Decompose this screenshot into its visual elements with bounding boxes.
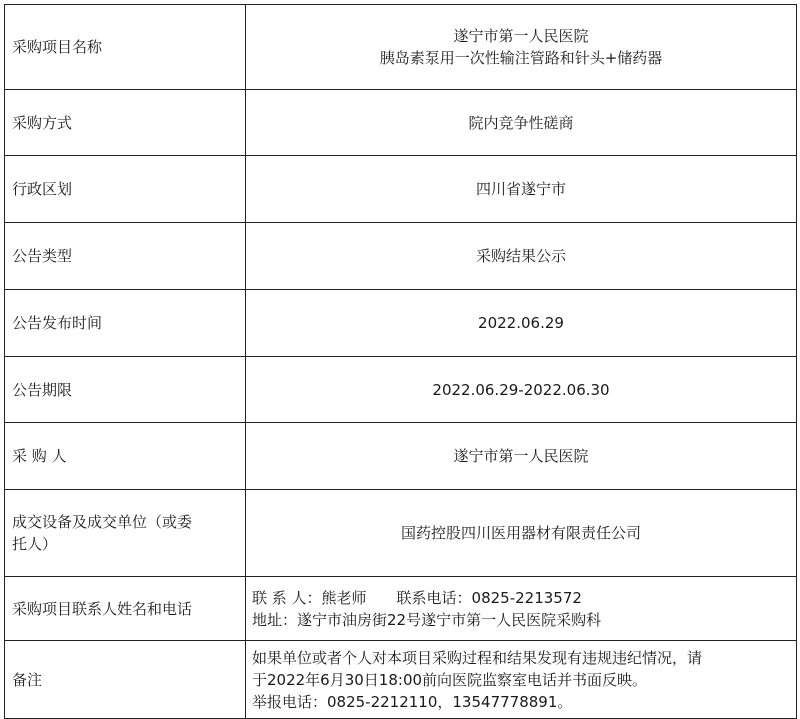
value-remarks-line1: 如果单位或者个人对本项目采购过程和结果发现有违规违纪情况，请 (252, 648, 703, 667)
value-remarks-line2: 于2022年6月30日18:00前向医院监察室电话并书面反映。 (252, 670, 648, 689)
row-purchaser (5, 423, 797, 490)
row-notice-period (5, 357, 797, 423)
row-project-name (5, 5, 797, 90)
label-region: 行政区划 (5, 156, 246, 223)
label-winning-supplier (5, 490, 246, 577)
row-winning-supplier (5, 490, 797, 577)
value-remarks-line3: 举报电话：0825-2212110，13547778891。 (252, 692, 573, 711)
label-publish-date: 公告发布时间 (5, 290, 246, 357)
value-remarks (246, 641, 797, 719)
value-winning-supplier: 国药控股四川医用器材有限责任公司 (246, 490, 797, 577)
label-purchaser: 采 购 人 (5, 423, 246, 490)
label-notice-type: 公告类型 (5, 223, 246, 290)
value-publish-date: 2022.06.29 (246, 290, 797, 357)
row-procurement-method (5, 90, 797, 156)
value-region: 四川省遂宁市 (246, 156, 797, 223)
procurement-info-table (4, 4, 797, 719)
row-region (5, 156, 797, 223)
row-notice-type (5, 223, 797, 290)
value-project-name (246, 5, 797, 90)
value-contact (246, 577, 797, 641)
value-notice-period: 2022.06.29-2022.06.30 (246, 357, 797, 423)
value-project-name-line1: 遂宁市第一人民医院 (453, 27, 589, 45)
label-contact: 采购项目联系人姓名和电话 (5, 577, 246, 641)
row-contact (5, 577, 797, 641)
label-notice-period: 公告期限 (5, 357, 246, 423)
value-contact-line1: 联 系 人：熊老师 联系电话：0825-2213572 (252, 588, 582, 607)
value-notice-type: 采购结果公示 (246, 223, 797, 290)
row-publish-date (5, 290, 797, 357)
label-winning-supplier-line1: 成交设备及成交单位（或委 (12, 513, 193, 531)
label-procurement-method: 采购方式 (5, 90, 246, 156)
row-remarks (5, 641, 797, 719)
label-remarks: 备注 (5, 641, 246, 719)
label-project-name: 采购项目名称 (5, 5, 246, 90)
value-procurement-method: 院内竞争性磋商 (246, 90, 797, 156)
value-project-name-line2: 胰岛素泵用一次性输注管路和针头+储药器 (379, 49, 663, 67)
value-contact-line2: 地址：遂宁市油房街22号遂宁市第一人民医院采购科 (252, 610, 602, 629)
value-purchaser: 遂宁市第一人民医院 (246, 423, 797, 490)
label-winning-supplier-line2: 托人） (12, 535, 58, 553)
